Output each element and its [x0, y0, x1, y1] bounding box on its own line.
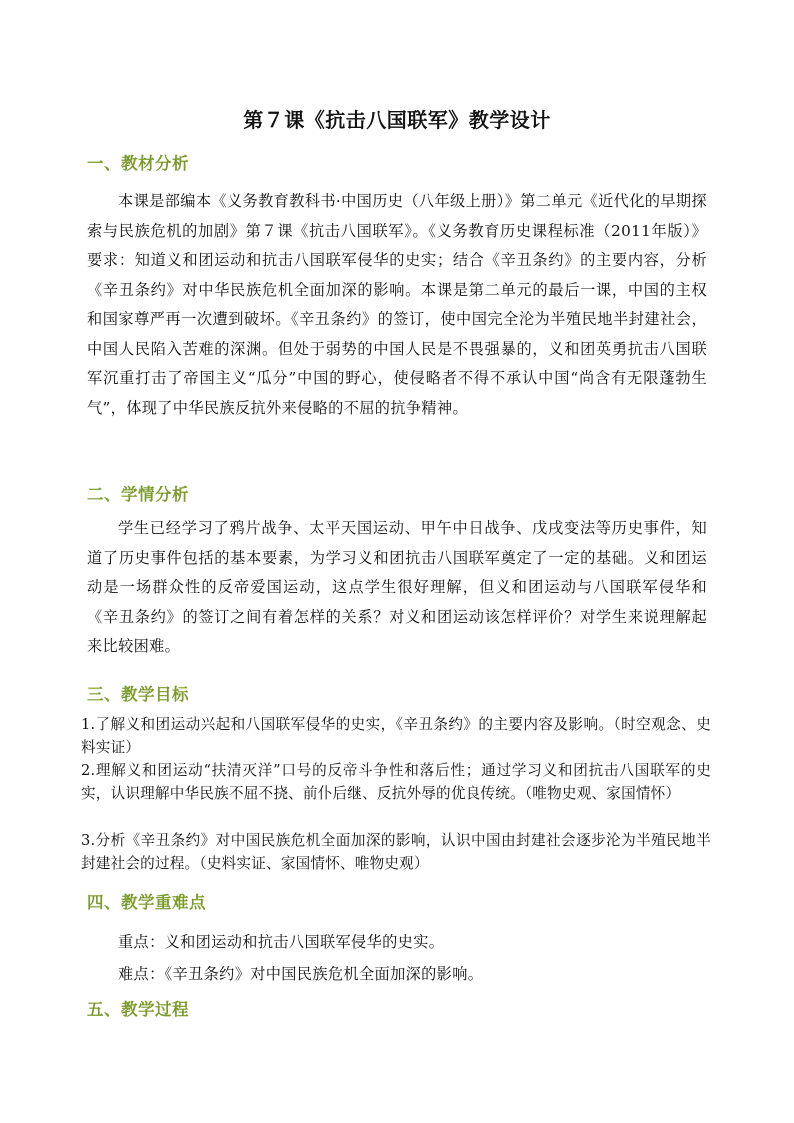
section-heading-student-analysis: 二、学情分析: [87, 485, 189, 504]
goal-item-3: 3.分析《辛丑条约》对中国民族危机全面加深的影响，认识中国由封建社会逐步沦为半殖民地半封建社会的过程。（史料实证、家国情怀、唯物史观）: [81, 832, 711, 872]
document-title: 第７课《抗击八国联军》教学设计: [243, 108, 551, 132]
section-heading-textbook-analysis: 一、教材分析: [87, 154, 189, 173]
section-heading-key-points: 四、教学重难点: [87, 893, 206, 912]
section-heading-process: 五、教学过程: [87, 1000, 189, 1019]
goal-item-1: 1.了解义和团运动兴起和八国联军侵华的史实，《辛丑条约》的主要内容及影响。（时空观念、史料实证）: [81, 716, 711, 756]
goal-item-2: 2.理解义和团运动“扶清灭洋”口号的反帝斗争性和落后性；通过学习义和团抗击八国联军的史实，认识理解中华民族不屈不挠、前仆后继、反抗外辱的优良传统。（唯物史观、家国情怀）: [81, 762, 711, 802]
difficulty-line: 难点：《辛丑条约》对中国民族危机全面加深的影响。: [118, 965, 484, 983]
key-point-line: 重点：义和团运动和抗击八国联军侵华的史实。: [118, 933, 445, 951]
paragraph-textbook-analysis: 本课是部编本《义务教育教科书·中国历史（八年级上册）》第二单元《近代化的早期探索与民族危机的加剧》第７课《抗击八国联军》。《义务教育历史课程标准（2011年版）》要求：知道义和团运动和抗击八国联军侵华的史实；结合《辛丑条约》的主要内容，分析《辛丑条约》对中华民族危机全面加深的影响。本课是第二单元的最后一课，中国的主权和国家尊严再一次遭到破坏。《辛丑条约》的签订，使中国完全沦为半殖民地半封建社会，中国人民陷入苦难的深渊。但处于弱势的中国人民是不畏强暴的，义和团英勇抗击八国联军沉重打击了帝国主义“瓜分”中国的野心，使侵略者不得不承认中国“尚含有无限蓬勃生气”，体现了中华民族反抗外来侵略的不屈的抗争精神。: [87, 192, 707, 417]
section-heading-teaching-goals: 三、教学目标: [87, 685, 189, 704]
paragraph-student-analysis: 学生已经学习了鸦片战争、太平天国运动、甲午中日战争、戊戌变法等历史事件，知道了历史事件包括的基本要素，为学习义和团抗击八国联军奠定了一定的基础。义和团运动是一场群众性的反帝爱国运动，这点学生很好理解，但义和团运动与八国联军侵华和《辛丑条约》的签订之间有着怎样的关系？对义和团运动该怎样评价？对学生来说理解起来比较困难。: [87, 519, 707, 655]
